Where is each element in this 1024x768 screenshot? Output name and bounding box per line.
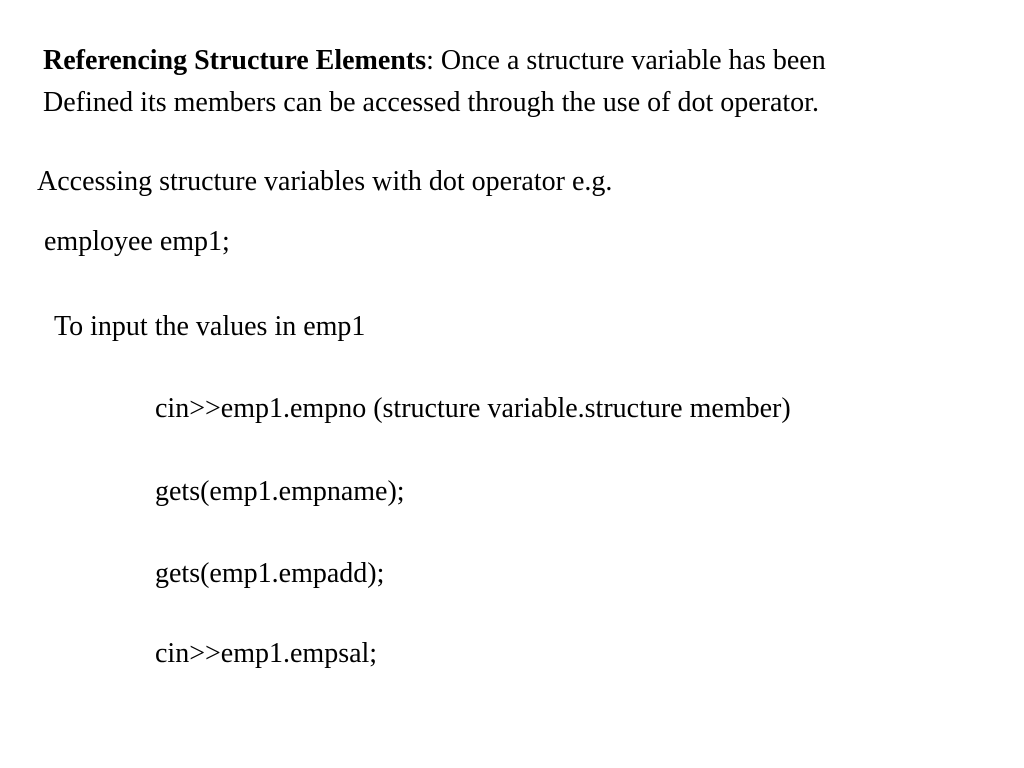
code-line-gets-empname: gets(emp1.empname); xyxy=(155,476,405,507)
intro-term: Referencing Structure Elements xyxy=(43,45,427,76)
subheading: Accessing structure variables with dot operator e.g. xyxy=(37,166,613,197)
intro-paragraph xyxy=(43,40,1013,124)
declaration-line: employee emp1; xyxy=(44,226,230,257)
intro-definition-line1: Once a structure variable has been xyxy=(440,45,826,76)
intro-separator: : xyxy=(426,45,441,76)
code-line-cin-empno: cin>>emp1.empno (structure variable.structure member) xyxy=(155,393,791,424)
code-line-cin-empsal: cin>>emp1.empsal; xyxy=(155,638,378,669)
code-line-gets-empadd: gets(emp1.empadd); xyxy=(155,558,385,589)
intro-definition-line2: Defined its members can be accessed through the use of dot operator. xyxy=(43,87,819,118)
input-note: To input the values in emp1 xyxy=(54,311,366,342)
